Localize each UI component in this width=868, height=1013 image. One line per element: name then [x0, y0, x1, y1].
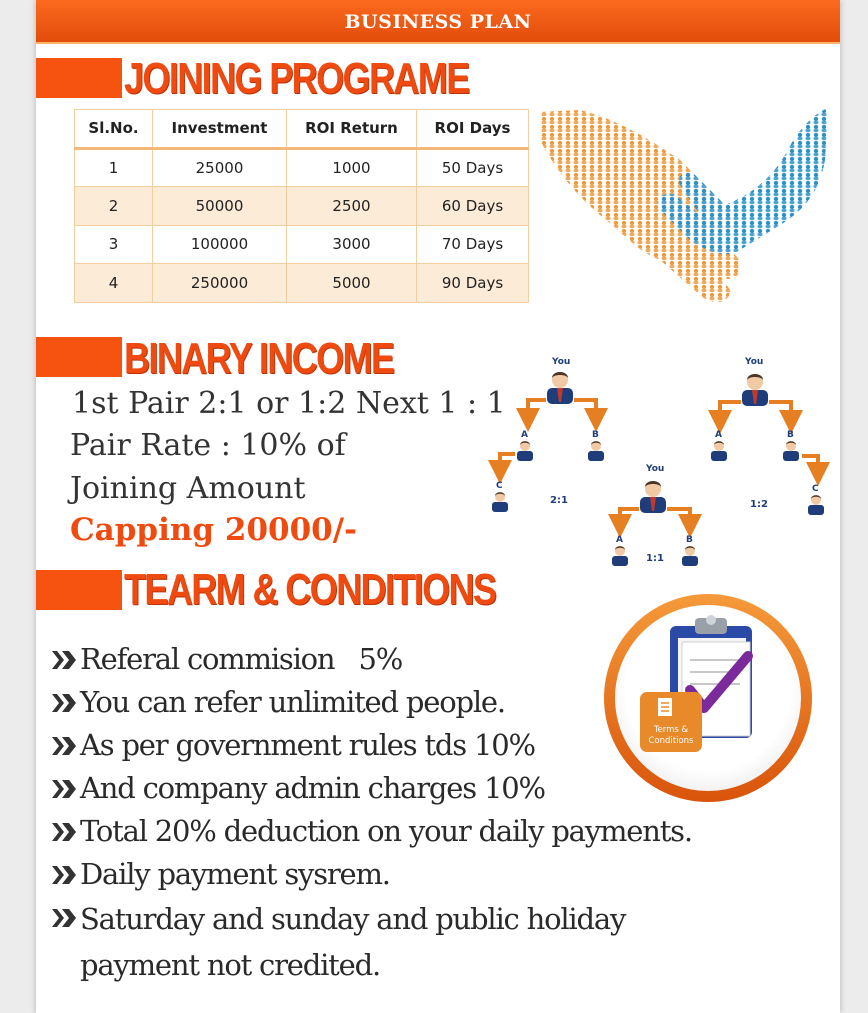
page-header: BUSINESS PLAN [36, 0, 840, 44]
section-bar-joining [36, 58, 122, 98]
svg-text:B: B [787, 430, 794, 440]
table-cell: 2 [75, 187, 153, 226]
column-header: ROI Days [417, 110, 529, 149]
handshake-people-icon [540, 100, 830, 310]
list-item [50, 681, 770, 724]
table-cell: 90 Days [417, 264, 529, 303]
table-cell: 60 Days [417, 187, 529, 226]
list-item [50, 767, 770, 810]
table-cell: 25000 [153, 148, 287, 187]
table-cell: 50 Days [417, 148, 529, 187]
table-header-row [75, 110, 529, 149]
table-row [75, 148, 529, 187]
badge-conditions-text: Conditions [648, 736, 694, 746]
list-item [50, 896, 730, 988]
table-cell: 1000 [287, 148, 417, 187]
chevron-right-icon [50, 778, 78, 800]
chevron-right-icon [50, 735, 78, 757]
term-text: And company admin charges 10% [80, 771, 545, 805]
section-bar-binary [36, 337, 122, 377]
section-title-terms: TEARM & CONDITIONS [124, 565, 496, 614]
list-item [50, 853, 770, 896]
table-cell: 50000 [153, 187, 287, 226]
table-cell: 3000 [287, 225, 417, 264]
joining-plan-table [74, 109, 529, 303]
badge-terms-text: Terms & [653, 725, 689, 735]
section-title-binary: BINARY INCOME [124, 334, 394, 383]
ratio-left-label: 2:1 [550, 495, 568, 506]
term-text: As per government rules tds 10% [80, 728, 535, 762]
list-item [50, 638, 770, 681]
term-text: You can refer unlimited people. [80, 685, 505, 719]
table-row [75, 225, 529, 264]
table-row [75, 264, 529, 303]
table-cell: 100000 [153, 225, 287, 264]
binary-tree-diagram [480, 350, 830, 572]
column-header: ROI Return [287, 110, 417, 149]
binary-joining-amount-text: Joining Amount [70, 471, 306, 506]
section-title-joining: JOINING PROGRAME [124, 54, 469, 103]
ratio-right-label: 1:2 [750, 499, 768, 510]
chevron-right-icon [50, 692, 78, 714]
term-text: Daily payment sysrem. [80, 857, 390, 891]
column-header: Investment [153, 110, 287, 149]
term-text: Total 20% deduction on your daily payments. [80, 814, 692, 848]
svg-text:A: A [715, 430, 722, 440]
svg-text:A: A [521, 430, 528, 440]
binary-capping-text: Capping 20000/- [70, 512, 357, 548]
ratio-mid-label: 1:1 [646, 553, 664, 564]
chevron-right-icon [50, 649, 78, 671]
term-text: Referal commision 5% [80, 642, 403, 676]
section-bar-terms [36, 570, 122, 610]
you-label: You [552, 357, 571, 367]
table-row [75, 187, 529, 226]
table-cell: 1 [75, 148, 153, 187]
svg-text:You: You [745, 357, 764, 367]
svg-text:You: You [646, 464, 665, 474]
svg-text:C: C [812, 484, 819, 494]
table-cell: 3 [75, 225, 153, 264]
term-text: Saturday and sunday and public holiday payment not credited. [80, 902, 626, 982]
svg-text:B: B [592, 430, 599, 440]
svg-text:B: B [686, 535, 693, 545]
chevron-right-icon [50, 821, 78, 843]
table-cell: 4 [75, 264, 153, 303]
list-item [50, 810, 770, 853]
column-header: Sl.No. [75, 110, 153, 149]
binary-pair-rate-text: Pair Rate : 10% of [70, 428, 346, 463]
chevron-right-icon [50, 907, 78, 929]
chevron-right-icon [50, 864, 78, 886]
table-cell: 5000 [287, 264, 417, 303]
table-cell: 2500 [287, 187, 417, 226]
terms-list [50, 638, 770, 988]
binary-pair-ratio-text: 1st Pair 2:1 or 1:2 Next 1 : 1 [72, 386, 506, 421]
table-cell: 250000 [153, 264, 287, 303]
svg-text:C: C [496, 481, 503, 491]
svg-text:A: A [616, 535, 623, 545]
table-cell: 70 Days [417, 225, 529, 264]
list-item [50, 724, 770, 767]
